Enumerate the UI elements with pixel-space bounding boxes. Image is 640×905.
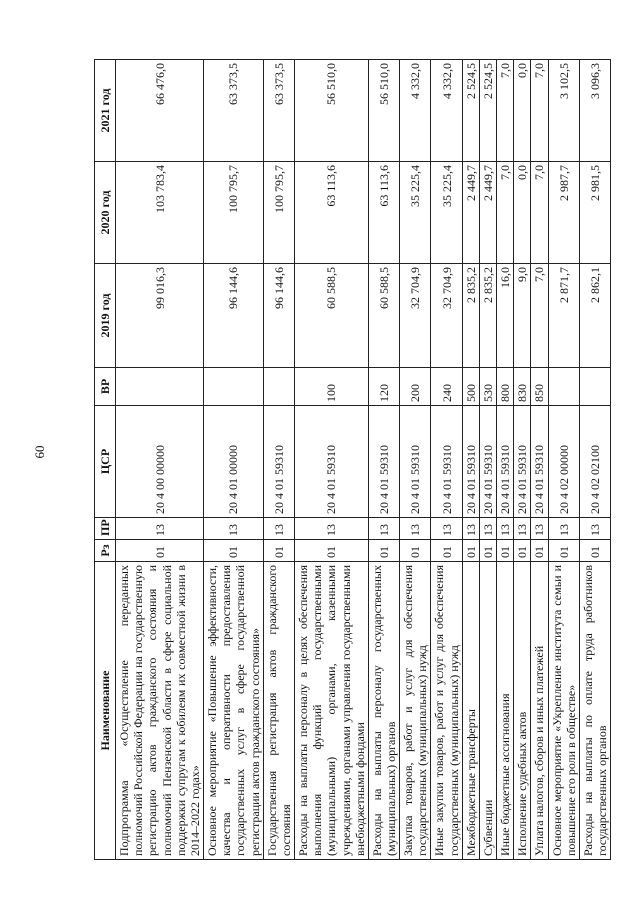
row-vr: 240	[431, 368, 462, 406]
row-2020: 2 987,7	[548, 162, 579, 264]
row-2020: 7,0	[531, 162, 548, 264]
budget-table	[94, 59, 611, 860]
table-row	[462, 60, 479, 860]
row-vr: 830	[514, 368, 531, 406]
row-pr: 13	[400, 518, 431, 540]
row-pr: 13	[497, 518, 514, 540]
row-2019: 60 588,5	[368, 264, 399, 368]
row-pr: 13	[462, 518, 479, 540]
row-rz: 01	[431, 540, 462, 562]
table-row	[579, 60, 610, 860]
row-vr: 200	[400, 368, 431, 406]
row-rz: 01	[295, 540, 369, 562]
row-2021: 66 476,0	[116, 60, 204, 162]
row-pr: 13	[548, 518, 579, 540]
header-2020: 2020 год	[95, 162, 116, 264]
row-2019: 2 871,7	[548, 264, 579, 368]
row-csr: 20 4 01 59310	[514, 406, 531, 518]
row-vr: 120	[368, 368, 399, 406]
row-name: Подпрограмма «Осуществление переданных полномочий Российской Федерации на государственную регистрацию актов гражданского состояния и полномочий Пензенской области в сфере социальной поддержки супругам к юбилеям их совместной жизни в 2014–2022 годах»	[116, 562, 204, 860]
row-2021: 7,0	[531, 60, 548, 162]
page-number: 60	[32, 445, 47, 459]
row-2020: 35 225,4	[431, 162, 462, 264]
table-row	[514, 60, 531, 860]
row-rz: 01	[479, 540, 496, 562]
row-2021: 4 332,0	[400, 60, 431, 162]
row-vr: 100	[295, 368, 369, 406]
row-rz: 01	[368, 540, 399, 562]
row-name: Иные закупки товаров, работ и услуг для обеспечения государственных (муниципальных) нужд	[431, 562, 462, 860]
row-2019: 7,0	[531, 264, 548, 368]
row-2019: 99 016,3	[116, 264, 204, 368]
header-name: Наименование	[95, 562, 116, 860]
row-pr: 13	[579, 518, 610, 540]
row-csr: 20 4 01 59310	[462, 406, 479, 518]
row-2020: 63 113,6	[368, 162, 399, 264]
row-2020: 103 783,4	[116, 162, 204, 264]
row-name: Расходы на выплаты персоналу в целях обеспечения выполнения функций государственными (муниципальными) органами, казенными учреждениями, органами управления государственными внебюджетными фондами	[295, 562, 369, 860]
table-row	[548, 60, 579, 860]
row-2020: 7,0	[497, 162, 514, 264]
row-2019: 2 862,1	[579, 264, 610, 368]
row-2021: 2 524,5	[462, 60, 479, 162]
row-2021: 56 510,0	[295, 60, 369, 162]
row-rz: 01	[204, 540, 264, 562]
row-2019: 16,0	[497, 264, 514, 368]
row-2019: 32 704,9	[431, 264, 462, 368]
row-pr: 13	[295, 518, 369, 540]
header-2021: 2021 год	[95, 60, 116, 162]
row-csr: 20 4 01 59310	[263, 406, 294, 518]
row-name: Государственная регистрация актов гражданского состояния	[263, 562, 294, 860]
row-pr: 13	[263, 518, 294, 540]
row-rz: 01	[116, 540, 204, 562]
row-2020: 100 795,7	[263, 162, 294, 264]
header-2019: 2019 год	[95, 264, 116, 368]
header-csr: ЦСР	[95, 406, 116, 518]
row-rz: 01	[400, 540, 431, 562]
row-csr: 20 4 01 59310	[368, 406, 399, 518]
row-2019: 60 588,5	[295, 264, 369, 368]
row-pr: 13	[531, 518, 548, 540]
table-row	[116, 60, 204, 860]
row-name: Основное мероприятие «Укрепление института семьи и повышение его роли в обществе»	[548, 562, 579, 860]
table-row	[295, 60, 369, 860]
row-csr: 20 4 01 59310	[431, 406, 462, 518]
row-2020: 2 981,5	[579, 162, 610, 264]
row-rz: 01	[514, 540, 531, 562]
table-header-row	[95, 60, 116, 860]
row-name: Расходы на выплаты персоналу государственных (муниципальных) органов	[368, 562, 399, 860]
row-vr	[116, 368, 204, 406]
row-pr: 13	[368, 518, 399, 540]
row-2020: 100 795,7	[204, 162, 264, 264]
table-row	[368, 60, 399, 860]
table-row	[431, 60, 462, 860]
row-2021: 56 510,0	[368, 60, 399, 162]
header-rz: Рз	[95, 540, 116, 562]
row-2019: 96 144,6	[263, 264, 294, 368]
row-vr	[548, 368, 579, 406]
row-name: Субвенции	[479, 562, 496, 860]
row-2020: 0,0	[514, 162, 531, 264]
row-pr: 13	[116, 518, 204, 540]
row-pr: 13	[479, 518, 496, 540]
row-rz: 01	[531, 540, 548, 562]
row-2021: 63 373,5	[263, 60, 294, 162]
row-rz: 01	[497, 540, 514, 562]
row-vr: 800	[497, 368, 514, 406]
row-rz: 01	[462, 540, 479, 562]
row-csr: 20 4 02 00000	[548, 406, 579, 518]
header-pr: ПР	[95, 518, 116, 540]
row-2021: 2 524,5	[479, 60, 496, 162]
row-pr: 13	[514, 518, 531, 540]
row-csr: 20 4 01 59310	[400, 406, 431, 518]
row-name: Уплата налогов, сборов и иных платежей	[531, 562, 548, 860]
row-2021: 4 332,0	[431, 60, 462, 162]
table-row	[479, 60, 496, 860]
row-2020: 35 225,4	[400, 162, 431, 264]
row-rz: 01	[579, 540, 610, 562]
row-2019: 2 835,2	[462, 264, 479, 368]
row-2021: 3 102,5	[548, 60, 579, 162]
row-name: Закупка товаров, работ и услуг для обеспечения государственных (муниципальных) нужд	[400, 562, 431, 860]
row-2019: 9,0	[514, 264, 531, 368]
row-2019: 2 835,2	[479, 264, 496, 368]
row-pr: 13	[204, 518, 264, 540]
row-name: Межбюджетные трансферты	[462, 562, 479, 860]
table-row	[400, 60, 431, 860]
row-rz: 01	[263, 540, 294, 562]
table-row	[204, 60, 264, 860]
row-2019: 32 704,9	[400, 264, 431, 368]
row-csr: 20 4 02 02100	[579, 406, 610, 518]
row-2019: 96 144,6	[204, 264, 264, 368]
row-2021: 0,0	[514, 60, 531, 162]
row-csr: 20 4 01 59310	[479, 406, 496, 518]
row-2021: 63 373,5	[204, 60, 264, 162]
row-name: Иные бюджетные ассигнования	[497, 562, 514, 860]
row-2020: 2 449,7	[462, 162, 479, 264]
row-name: Исполнение судебных актов	[514, 562, 531, 860]
row-2020: 63 113,6	[295, 162, 369, 264]
row-vr	[263, 368, 294, 406]
row-vr	[579, 368, 610, 406]
row-rz: 01	[548, 540, 579, 562]
header-vr: ВР	[95, 368, 116, 406]
row-vr: 530	[479, 368, 496, 406]
table-row	[497, 60, 514, 860]
row-vr: 850	[531, 368, 548, 406]
row-csr: 20 4 01 59310	[531, 406, 548, 518]
row-2021: 3 096,3	[579, 60, 610, 162]
table-row	[531, 60, 548, 860]
row-2021: 7,0	[497, 60, 514, 162]
row-name: Основное мероприятие «Повышение эффективности, качества и оперативности предоставления государственных услуг в сфере государственной регистрации актов гражданского состояния»	[204, 562, 264, 860]
row-csr: 20 4 01 59310	[295, 406, 369, 518]
row-csr: 20 4 01 59310	[497, 406, 514, 518]
row-2020: 2 449,7	[479, 162, 496, 264]
row-vr	[204, 368, 264, 406]
row-pr: 13	[431, 518, 462, 540]
rotated-page-content	[94, 60, 609, 860]
row-csr: 20 4 00 00000	[116, 406, 204, 518]
row-csr: 20 4 01 00000	[204, 406, 264, 518]
row-name: Расходы на выплаты по оплате труда работников государственных органов	[579, 562, 610, 860]
table-row	[263, 60, 294, 860]
row-vr: 500	[462, 368, 479, 406]
